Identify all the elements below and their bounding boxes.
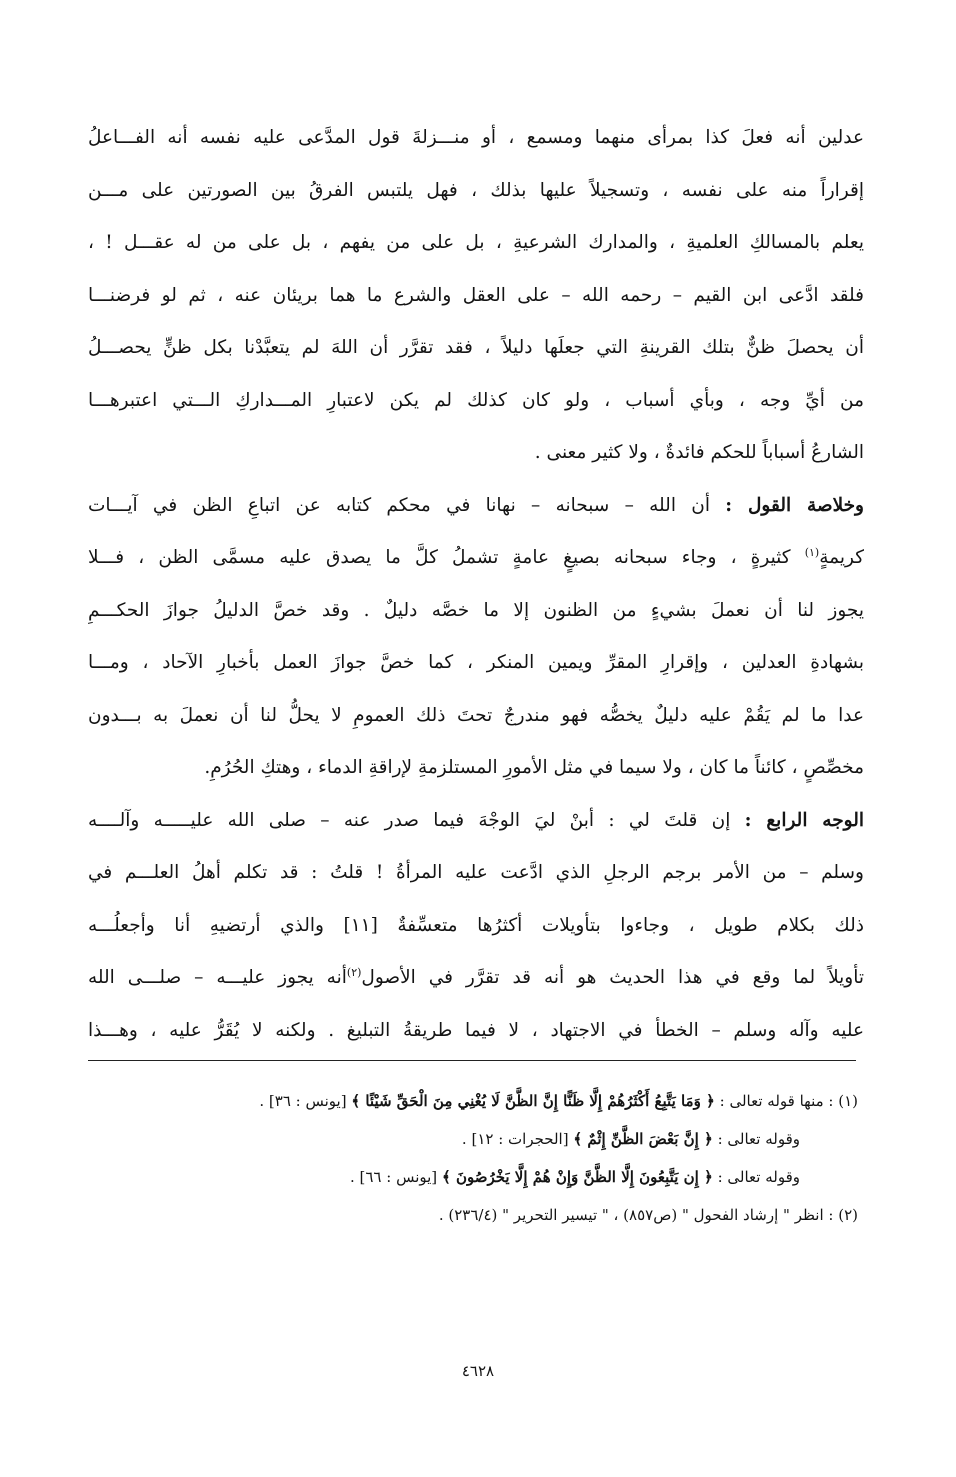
text-line: أن يحصلَ ظنٌّ بتلك القرينةِ التي جعلَها دليلاً ، فقد تقرَّر أن اللهَ لم يتعبَّدْنا بكل ظنٍّ يحصـــلُ — [88, 337, 864, 358]
footnote-divider — [88, 1060, 856, 1061]
footnote-marker-2[interactable]: (٢) — [346, 966, 362, 979]
text-fragment: إن قلتَ لي : أبنْ ليَ الوجْهَ فيما صدر عنه – صلى الله عليـــــه وآلــــه — [88, 809, 731, 831]
text-line — [88, 532, 864, 585]
text-line: يجوز لنا أن نعملَ بشيءٍ من الظنون إلا ما خصَّه دليلٌ . وقد خصَّ الدليلُ جوازَ الحكـــمِ — [88, 599, 864, 621]
quran-verse: ﴿ وَمَا يَتَّبِعُ أَكْثَرُهُمْ إِلَّا ظَنًّا إِنَّ الظَّنَّ لَا يُغْنِي مِنَ الْحَقِّ شَيْئًا ﴾ — [351, 1092, 715, 1110]
text-line: ذلك بكلام طويل ، وجاءوا بتأويلات أكثرُها متعسِّفةٌ [١١] والذي أرتضيهِ أنا وأجعلُـــه — [88, 914, 864, 936]
footnote-intro: وقوله تعالى : — [717, 1168, 800, 1186]
text-line: مخصِّصٍ ، كائناً ما كان ، ولا سيما في مثل الأمورِ المستلزمةِ لإراقةِ الدماء ، وهتكِ الحُرُمِ. — [204, 757, 864, 778]
text-line — [88, 952, 864, 1005]
verse-reference: [الحجرات : ١٢] . — [461, 1130, 569, 1148]
verse-reference: [يونس : ٦٦] . — [349, 1168, 438, 1186]
text-line: وسلم – من الأمر برجم الرجلِ الذي ادَّعت عليه المرأةُ ! قلتُ : قد تكلم أهلُ العلـــم في — [88, 862, 864, 883]
footnote-intro: (١) : منها قوله تعالى : — [719, 1092, 858, 1110]
text-fragment: كريمةٍ — [819, 547, 864, 568]
paragraph-start — [88, 480, 864, 533]
text-fragment: كثيرةٍ ، وجاء سبحانه بصيغٍ عامةٍ تشملُ كلَّ ما يصدق عليه مسمَّى الظن ، فـــلا — [88, 547, 791, 568]
heading-wajh4: الوجه الرابع : — [744, 809, 864, 831]
text-line: عدلين أنه فعلَ كذا بمرأى منهما ومسمع ، أو منـــزلةَ قول المدَّعى عليه نفسه أنه الفـــاعلُ — [88, 127, 864, 148]
text-line: عليه وآله وسلم – الخطأ في الاجتهاد ، لا فيما طريقةُ التبليغ . ولكنه لا يُقَرُّ عليه ، وهـــذا — [88, 1019, 864, 1041]
paragraph-start — [88, 795, 864, 848]
text-line: من أيِّ وجه ، وبأي أسباب ، ولو كان كذلك لم يكن لاعتبارِ المـــداركِ الـــتي اعتبرهـــا — [88, 389, 864, 411]
footnote-1 — [88, 1082, 858, 1120]
text-fragment: أن الله – سبحانه – نهانا في محكم كتابه عن اتباعِ الظن في آيـــات — [88, 494, 710, 516]
footnote-2: (٢) : انظر " إرشاد الفحول " (ص٨٥٧) ، " تيسير التحرير " (٢٣٦/٤) . — [438, 1206, 858, 1224]
text-line: بشهادةِ العدلين ، وإقرارِ المقرِّ ويمين المنكر ، كما خصَّ جوازَ العمل بأخبارِ الآحاد ، ومـــا — [88, 652, 864, 673]
quran-verse: ﴿ إِنَّ بَعْضَ الظَّنِّ إِثْمٌ ﴾ — [573, 1130, 713, 1148]
footnote-1c — [88, 1158, 858, 1196]
footnote-1b — [88, 1120, 858, 1158]
text-line: يعلم بالمسالكِ العلميةِ ، والمدارك الشرعيةِ ، بل على من يفهم ، بل على من له عقـــل ! ، — [88, 232, 864, 253]
quran-verse: ﴿ إِن يَتَّبِعُونَ إِلَّا الظَّنَّ وَإِنْ هُمْ إِلَّا يَخْرُصُونَ ﴾ — [441, 1168, 713, 1186]
text-fragment: تأويلاً لما وقع في هذا الحديث هو أنه قد تقرَّر في الأصول — [361, 967, 864, 988]
text-line: عدا ما لم يَقُمْ عليه دليلٌ يخصُّه فهو مندرجٌ تحتَ ذلك العمومِ لا يحلُّ لنا أن نعملَ به بـــدون — [88, 704, 864, 726]
main-text — [88, 112, 864, 1057]
heading-khulasa: وخلاصة القول : — [725, 494, 864, 516]
footnote-marker-1[interactable]: (١) — [804, 546, 820, 559]
page-number: ٤٦٢٨ — [461, 1362, 495, 1380]
text-line: الشارعُ أسباباً للحكم فائدةٌ ، ولا كثير معنى . — [534, 442, 864, 463]
verse-reference: [يونس : ٣٦] . — [259, 1092, 347, 1110]
text-line: فلقد ادَّعى ابن القيم – رحمه الله – على العقل والشرع ما هما بريئان عنه ، ثم لو فرضنـــا — [88, 284, 864, 306]
text-fragment: أنه يجوز عليـــه – صلـــى الله — [88, 967, 347, 988]
footnote-intro: وقوله تعالى : — [717, 1130, 800, 1148]
text-line: إقراراً منه على نفسه ، وتسجيلاً عليها بذلك ، فهل يلتبس الفرقُ بين الصورتين على مـــن — [88, 179, 864, 201]
footnotes — [88, 1082, 858, 1234]
